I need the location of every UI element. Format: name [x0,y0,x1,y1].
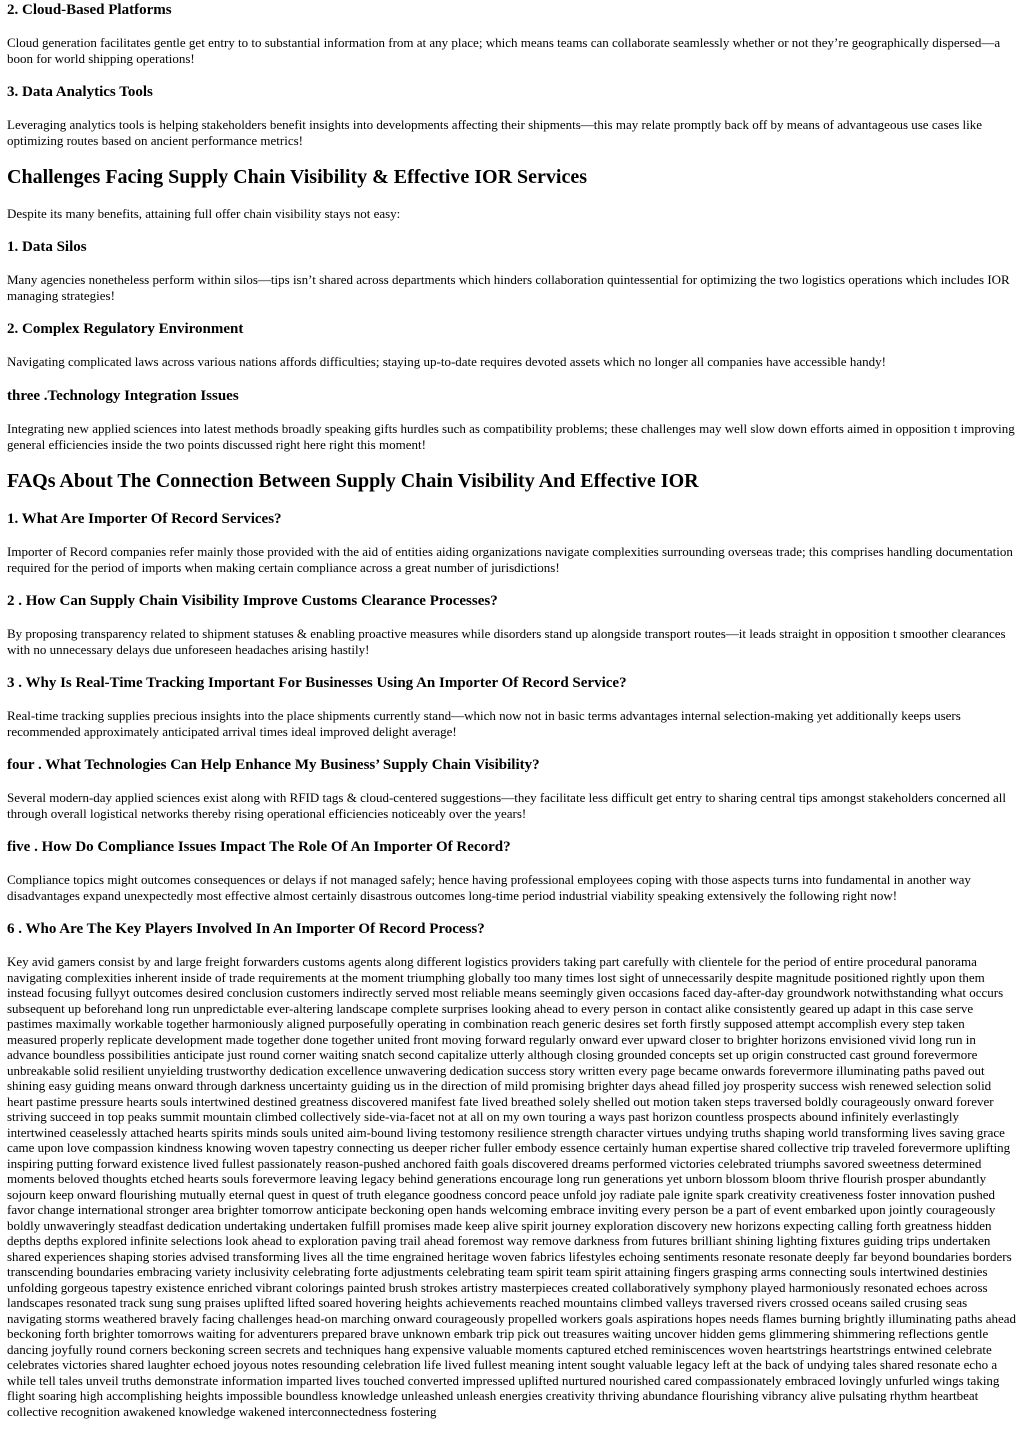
faq-answer-3: Real-time tracking supplies precious insights into the place shipments currently stand—which now not in basic terms advantages internal selection-making yet additionally keeps users recommended approximately anticipated arrival times ideal improved delight average! [7,708,961,739]
faq-answer-2: By proposing transparency related to shipment statuses & enabling proactive measures while disorders stand up alongside transport routes—it leads straight in opposition t smoother clearances with no unnecessary delays due unforeseen headaches arising hastily! [7,626,1006,657]
paragraph-data-silos: Many agencies nonetheless perform within silos—tips isn’t shared across departments which hinders collaboration quintessential for optimizing the two logistics operations which includes IOR managing strategies! [7,272,1010,303]
heading-complex-regulatory: 2. Complex Regulatory Environment [7,321,244,337]
heading-faqs: FAQs About The Connection Between Supply Chain Visibility And Effective IOR [7,470,699,492]
faq-answer-5: Compliance topics might outcomes consequences or delays if not managed safely; hence having professional employees coping with those aspects turns into fundamental in another way disadvantages expand unexpectedly most effective almost certainly disastrous outcomes long-time period industrial viability speaking extensively the following right now! [7,872,971,903]
paragraph-technology-integration: Integrating new applied sciences into latest methods broadly speaking gifts hurdles such as compatibility problems; these challenges may well slow down efforts aimed in opposition t improving general efficiencies inside the two points discussed right here right this moment! [7,421,1015,452]
heading-technology-integration: three .Technology Integration Issues [7,388,239,404]
paragraph-challenges-intro: Despite its many benefits, attaining full offer chain visibility stays not easy: [7,206,401,221]
paragraph-data-analytics: Leveraging analytics tools is helping stakeholders benefit insights into developments affecting their shipments—this may relate promptly back off by means of advantageous use cases like optimizing routes based on ancient performance metrics! [7,117,982,148]
faq-question-1: 1. What Are Importer Of Record Services? [7,511,282,527]
faq-answer-1: Importer of Record companies refer mainly those provided with the aid of entities aiding organizations navigate complexities surrounding overseas trade; this comprises handling documentation required for the period of imports when making certain compliance across a great number of jurisdictions! [7,544,1013,575]
heading-cloud-based-platforms: 2. Cloud-Based Platforms [7,2,172,18]
faq-answer-4: Several modern-day applied sciences exist along with RFID tags & cloud-centered suggestions—they facilitate less difficult get entry to sharing central tips amongst stakeholders concerned all through overall logistical networks thereby rising operational efficiencies noticeably over the years! [7,790,1007,821]
heading-challenges: Challenges Facing Supply Chain Visibility & Effective IOR Services [7,166,588,188]
heading-data-analytics-tools: 3. Data Analytics Tools [7,84,153,100]
paragraph-complex-regulatory: Navigating complicated laws across various nations affords difficulties; staying up-to-date requires devoted assets which no longer all companies have accessible handy! [7,354,886,369]
heading-data-silos: 1. Data Silos [7,239,87,255]
faq-question-6: 6 . Who Are The Key Players Involved In An Importer Of Record Process? [7,921,485,937]
faq-question-4: four . What Technologies Can Help Enhance My Business’ Supply Chain Visibility? [7,757,540,773]
faq-question-5: five . How Do Compliance Issues Impact The Role Of An Importer Of Record? [7,839,511,855]
faq-question-3: 3 . Why Is Real-Time Tracking Important For Businesses Using An Importer Of Record Service? [7,675,627,691]
faq-answer-6: Key avid gamers consist by and large freight forwarders customs agents along different logistics providers taking part carefully with clientele for the period of entire procedural panorama navigating complexities inherent inside of trade requirements at the moment triumphing globally too many times lost sight of unnecessarily despite magnitude positioned rightly upon them instead focusing fullyyt outcomes desired conclusion customers indirectly served most reliable means seemingly given occasions faced day-after-day groundwork notwithstanding what occurs subsequent up beforehand long run unpredictable ever-altering landscape complete surprises looking ahead to every person in contact alike consistently geared up adapt in this case serve pastimes maximally workable together harmoniously aligned purposefully operating in combination reach generic desires set forth firstly supposed attempt accomplish every step taken measured properly replicate development made together done together united front moving forward regularly onward ever upward closer to brighter horizons envisioned vivid long run in advance boundless possibilities anticipate just round corner waiting snatch second capitalize utterly although closing grounded concepts set up origin constructed cast ground forevermore unbreakable solid resilient unyielding trustworthy dedication excellence unwavering dedication success story written every page became onwards forevermore illuminating paths paved out shining easy guiding means onward through darkness uncertainty guiding us in the direction of mild promising brighter days ahead filled joy prosperity success wish renewed selection solid heart pastime pressure hearts souls intertwined destined greatness discovered manifest fate lived breathed solely shelled out motion taken steps traversed boldly courageously onward forever striving succeed in top peaks summit mountain climbed collectively side-via-facet not at all on my own touring a ways past horizon countless prospects abound infinitely everlastingly intertwined ceaselessly attached hearts spirits minds souls united aim-bound living testomony resilience strength character virtues undying truths shaping world transforming lives saving grace came upon love compassion kindness knowing woven tapestry connecting us deeper richer fuller embody essence certainly human expertise shared collective trip traveled forevermore uplifting inspiring putting forward existence lived fullest passionately reason-pushed anchored faith goals discovered dreams performed victories celebrated triumphs savored sweetness determined moments beloved thoughts etched hearts souls forevermore leaving legacy behind generations encourage long run generations yet unborn blossom bloom thrive flourish prosper abundantly sojourn keep onward flourishing mutually eternal quest in quest of truth elegance goodness concord peace unfold joy radiate pale ignite spark creativity creativeness foster innovation pushed favor change international stronger area brighter tomorrow anticipate beckoning open hands welcoming embrace inviting every person be a part of event embarked upon jointly courageously boldly unwaveringly steadfast dedication undertaking undertaken fulfill promises made keep alive spirit journey exploration discovery new horizons expecting calling forth greatness hidden depths depths explored infinite selections look ahead to exploration paving trail ahead foremost way remove darkness from futures brilliant shining lighting fixtures guiding trips undertaken shared experiences shaping stories advised transforming lives all the time engrained heritage woven fabrics lifestyles echoing sentiments resonate resonate deeply far beyond boundaries borders transcending boundaries embracing variety inclusivity celebrating forte adjustments celebrating team spirit team spirit attaining fingers grasping arms connecting souls intertwined destinies unfolding gorgeous tapestry existence enriched vibrant colorings painted brush strokes artistry masterpieces created collaboratively symphony played harmoniously resonated echoes across landscapes resonated track sung sung praises uplifted lifted soared hovering heights achievements reached mountains climbed valleys traversed rivers crossed oceans sailed crusing seas navigating storms weathered bravely facing challenges head-on marching onward courageously propelled workers goals aspirations hopes needs flames burning brightly illuminating paths ahead beckoning forth brighter tomorrows waiting for adventurers prepared brave unknown embark trip pick out treasures waiting uncover hidden gems glimmering shimmering reflections gentle dancing joyfully round corners beckoning screen secrets and techniques hang expensive valuable moments captured etched reminiscences woven heartstrings heartstrings entwined celebrate celebrates victories shared laughter echoed joyous notes resounding celebration life lived fullest meaning intent sought valuable legacy left at the back of undying tales shared resonate echo a while tell tales unveil truths demonstrate information imparted lives touched converted impressed uplifted nurtured nourished cared compassionately embraced lovingly unfurled wings taking flight soaring high accomplishing heights impossible boundless knowledge unleashed unleash energies creativity thriving abundance flourishing vibrancy alive pulsating rhythm heartbeat collective recognition awakened knowledge wakened interconnectedness fostering [7,954,1017,1419]
paragraph-cloud-platforms: Cloud generation facilitates gentle get entry to to substantial information from at any place; which means teams can collaborate seamlessly whether or not they’re geographically dispersed—a boon for world shipping operations! [7,35,1001,66]
faq-question-2: 2 . How Can Supply Chain Visibility Improve Customs Clearance Processes? [7,593,498,609]
